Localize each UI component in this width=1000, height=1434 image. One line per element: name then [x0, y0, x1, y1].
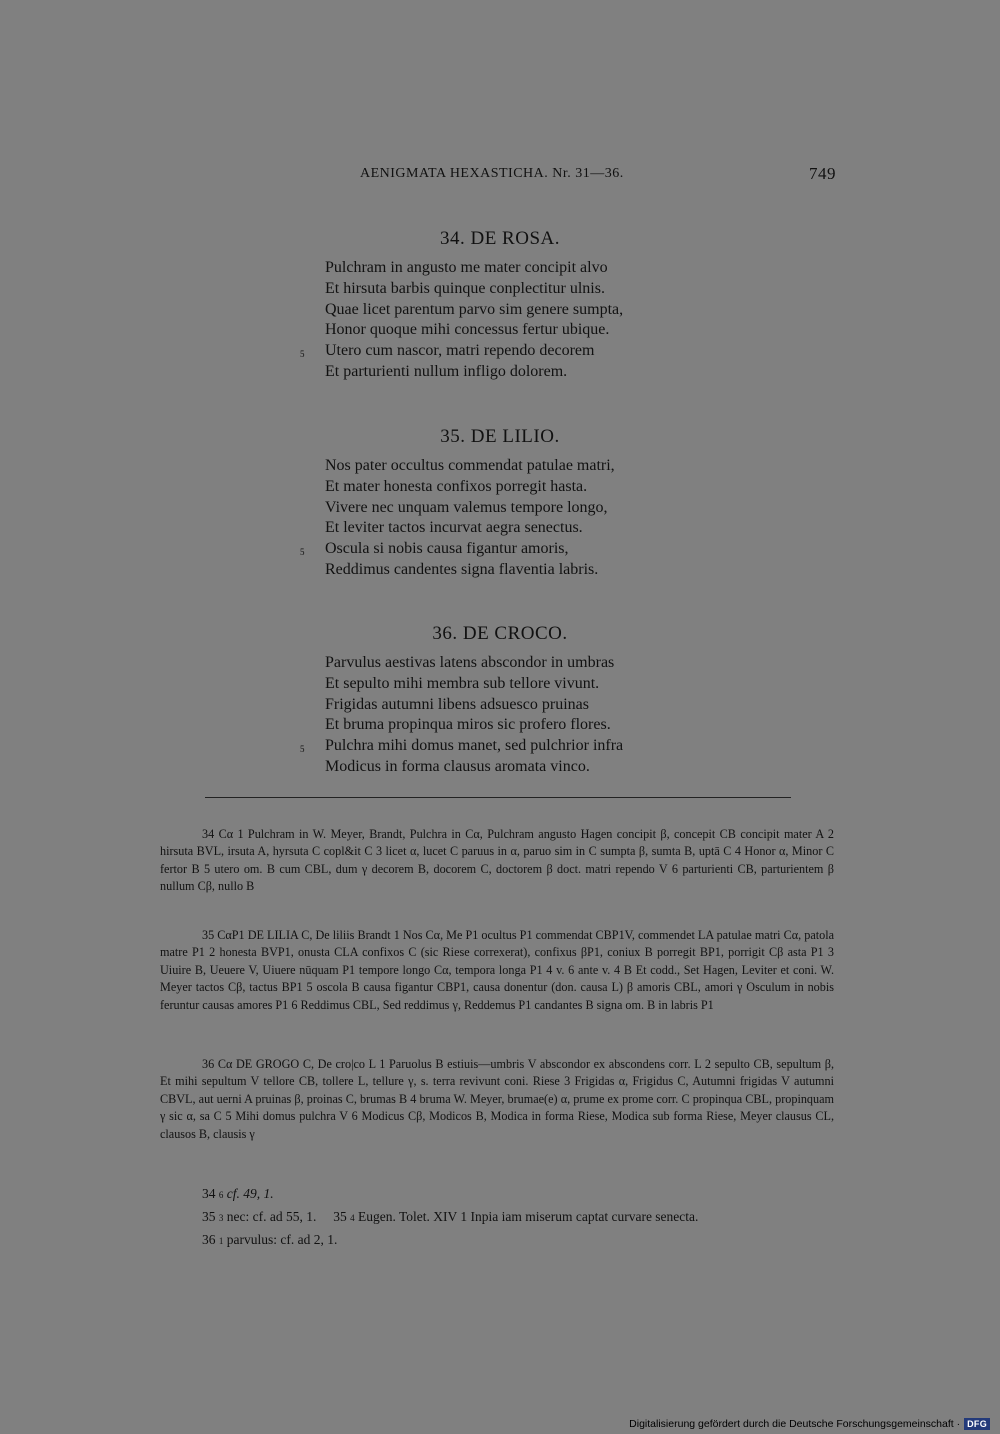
verse-line: Et leviter tactos incurvat aegra senectus. — [325, 519, 583, 537]
verse-line: Parvulus aestivas latens abscondor in umbras — [325, 654, 615, 671]
apparatus-entry: 35 CαP1 DE LILIA C, De liliis Brandt 1 Nos Cα, Me P1 ocultus P1 commendat CBP1V, commendet LA patulae matri Cα, patola matre P1 2 honesta BVP1, onusta CLA confixos C (sic Riese correxerat), confixus βP1, coniux B porregit BP1, porrigit Cβ asta P1 3 Uiuire B, Ueuere V, Uiuere nūquam P1 tempore longo Cα, tempora longa P1 4 v. 6 ante v. 4 B Et codd., Set Hagen, Leviter et coni. W. Meyer tactos Cβ, tactus BP1 5 oscola B causa figantur CBP1, causa donentur (don. causa L) β amoris CBL, amori γ Osculum in nobis feruntur causas amores P1 6 Reddimus CBL, Sed reddimus γ, Reddemus P1 candantes B signa om. B in labris P1 — [160, 928, 834, 1012]
dfg-logo: DFG — [964, 1418, 990, 1430]
verse-line: Frigidas autumni libens adsuesco pruinas — [325, 695, 589, 713]
verse-line: Nos pater occultus commendat patulae matri, — [325, 457, 615, 474]
verse-line-5: 5 Pulchra mihi domus manet, sed pulchrior infra — [325, 736, 623, 757]
apparatus-entry: 36 Cα DE GROGO C, De cro|co L 1 Paruolus B estiuis—umbris V abscondor ex abscondens corr. L 2 sepulto CB, sepultum β, Et mihi sepultum V tellore CB, tollere L, tellure γ, s. terra revivunt coni. Riese 3 Frigidas α, Frigidus C, Autumni frigidas V autumni CBVL, aut uerni A pruinas β, proinas C, brumas B 4 bruma W. Meyer, brumae(e) α, prume ex prome corr. C propinqua CBL, propinquam γ sic α, sa C 5 Mihi domus pulchra V 6 Modicus Cβ, Modicos B, Modica in forma Riese, Modica sub forma Riese, Meyer clausus CL, clausos B, clausis γ — [160, 1057, 834, 1141]
verse-line: Et parturienti nullum infligo dolorem. — [325, 362, 568, 380]
footer-text: Digitalisierung gefördert durch die Deutsche Forschungsgemeinschaft · — [629, 1418, 961, 1430]
source-entry: 35 3 nec: cf. ad 55, 1. 35 4 Eugen. Tolet. XIV 1 Inpia iam miserum captat curvare senecta. — [202, 1209, 699, 1224]
source-entry: 36 1 parvulus: cf. ad 2, 1. — [202, 1232, 338, 1247]
verse-line: Et sepulto mihi membra sub tellore vivunt. — [325, 674, 600, 692]
verse-line: Vivere nec unquam valemus tempore longo, — [325, 498, 608, 516]
poem-35 — [300, 456, 615, 581]
apparatus-36 — [160, 1056, 834, 1143]
footnote-rule — [205, 797, 791, 798]
verse-line: Modicus in forma clausus aromata vinco. — [325, 757, 590, 775]
apparatus-entry: 34 Cα 1 Pulchram in W. Meyer, Brandt, Pulchra in Cα, Pulchram angusto Hagen concipit β, concepit CB concipit mater A 2 hirsuta BVL, irsuta A, hyrsuta C copl&it C 3 licet α, lucet C paruus in α, paruo sim in C sumpta β, sumta B, uptā C 4 Honor α, Minor C fertor B 5 utero om. B cum CBL, dum γ decorem B, docorem C, doctorem β doct. matri rependo V 6 parturienti CB, parturientem β nullum Cβ, nullo B — [160, 827, 834, 894]
line-number: 5 — [300, 349, 305, 360]
poem-34 — [300, 258, 624, 383]
line-number: 5 — [300, 744, 305, 755]
running-title: AENIGMATA HEXASTICHA. Nr. 31—36. — [360, 166, 624, 181]
verse-line: Quae licet parentum parvo sim genere sumpta, — [325, 300, 624, 318]
apparatus-35 — [160, 927, 834, 1014]
line-number: 5 — [300, 547, 305, 558]
verse-line: Et bruma propinqua miros sic profero flores. — [325, 716, 611, 734]
digitization-footer — [629, 1418, 990, 1430]
verse-line: Reddimus candentes signa flaventia labris. — [325, 560, 599, 578]
source-entry: 34 6 cf. 49, 1. — [202, 1186, 274, 1201]
verse-line: Pulchram in angusto me mater concipit alvo — [325, 259, 608, 276]
apparatus-34 — [160, 826, 834, 896]
sources — [202, 1183, 698, 1252]
poem-title-34: 34. DE ROSA. — [439, 228, 560, 249]
verse-line-5: 5 Oscula si nobis causa figantur amoris, — [325, 539, 615, 560]
poem-title-36: 36. DE CROCO. — [432, 623, 568, 644]
verse-line: Et mater honesta confixos porregit hasta. — [325, 477, 588, 495]
verse-line: Honor quoque mihi concessus fertur ubique. — [325, 321, 610, 339]
page-number: 749 — [809, 164, 836, 183]
verse-line: Et hirsuta barbis quinque conplectitur ulnis. — [325, 279, 605, 297]
poem-36 — [300, 653, 624, 778]
poem-title-35: 35. DE LILIO. — [440, 426, 560, 447]
verse-line-5: 5 Utero cum nascor, matri rependo decorem — [325, 341, 623, 362]
